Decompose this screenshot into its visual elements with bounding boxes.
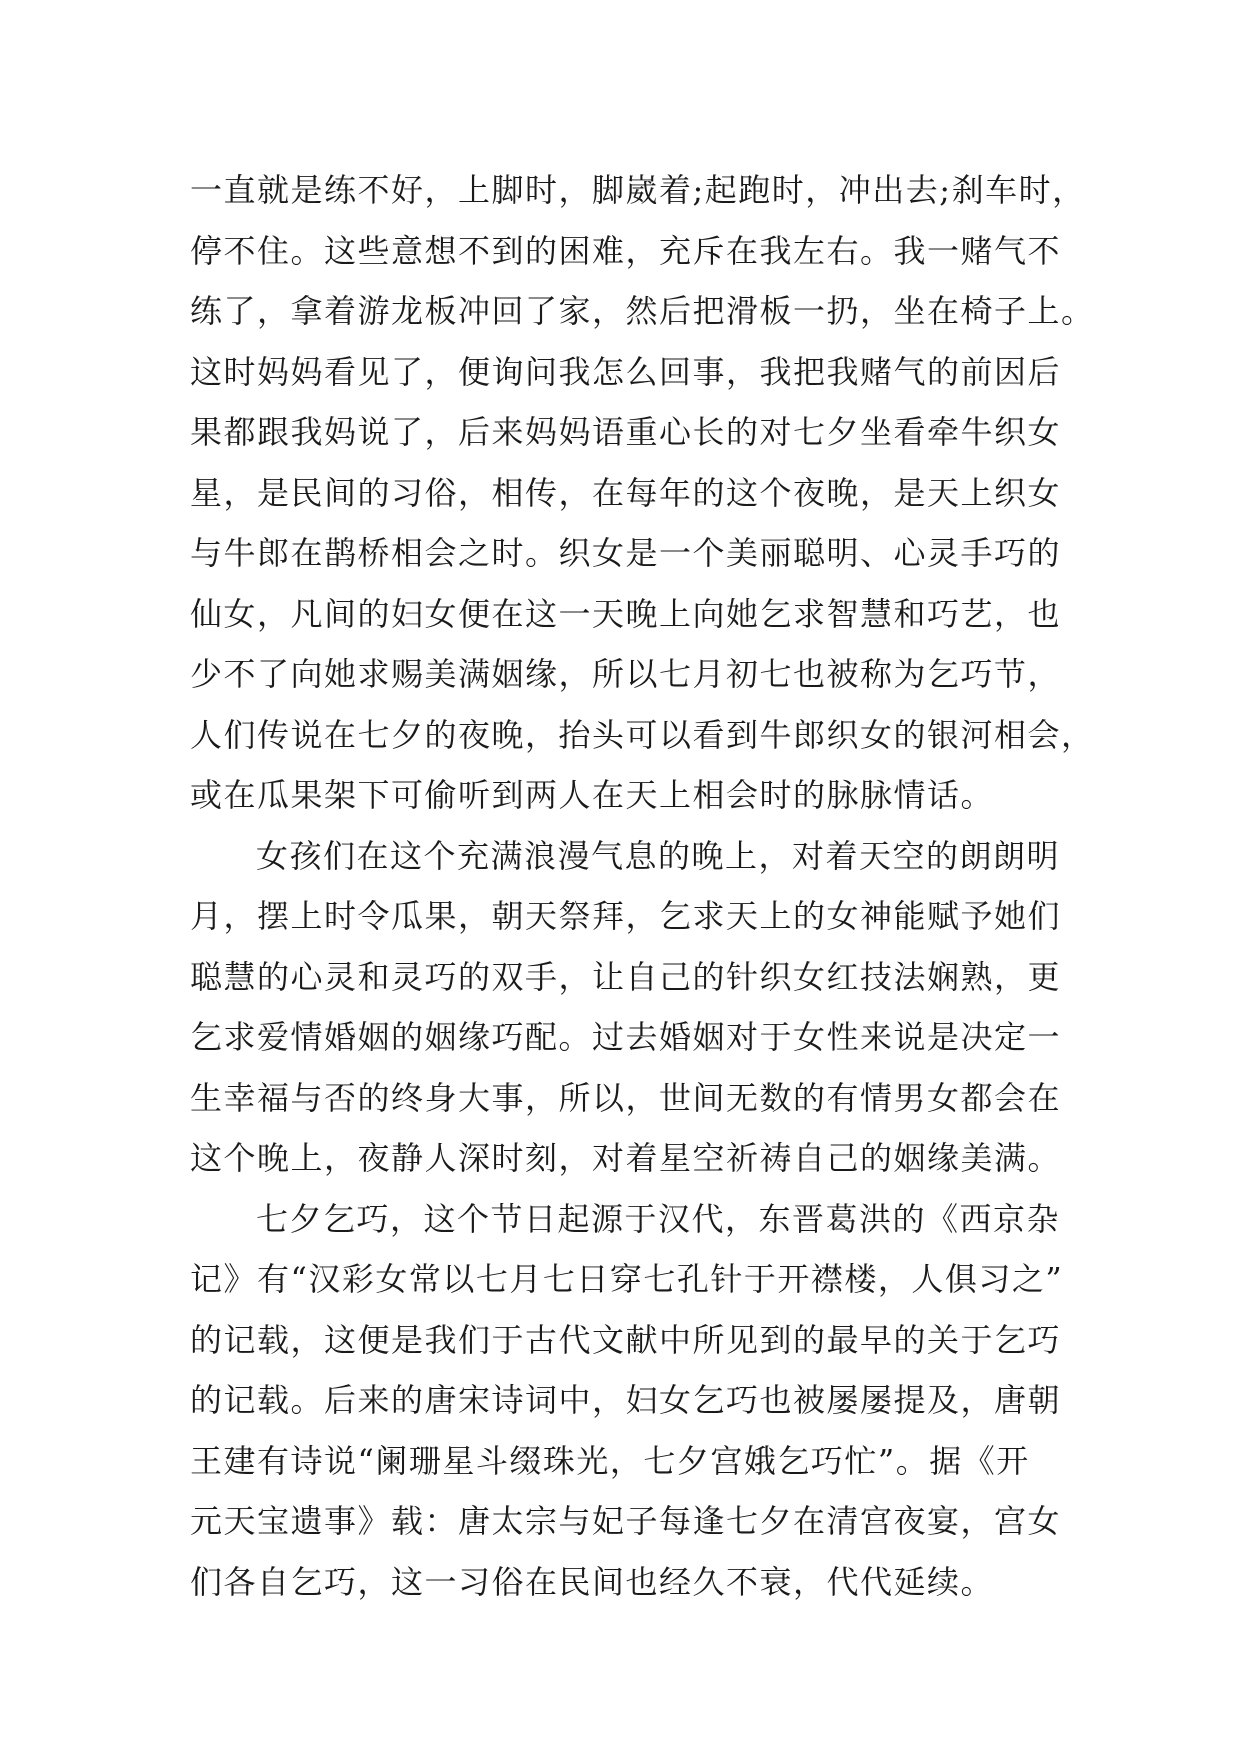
paragraph-1 (190, 160, 1095, 826)
text-line: 停不住。这些意想不到的困难，充斥在我左右。我一赌气不 (190, 231, 1062, 270)
text-line: 人们传说在七夕的夜晚，抬头可以看到牛郎织女的银河相会， (190, 715, 1095, 754)
text-line: 的记载，这便是我们于古代文献中所见到的最早的关于乞巧 (190, 1320, 1062, 1359)
text-line: 少不了向她求赐美满姻缘，所以七月初七也被称为乞巧节， (190, 655, 1062, 693)
text-line: 生幸福与否的终身大事，所以，世间无数的有情男女都会在 (190, 1078, 1062, 1117)
text-line: 女孩们在这个充满浪漫气息的晚上，对着天空的朗朗明 (256, 836, 1061, 875)
paragraph-3 (190, 1189, 1070, 1613)
text-line: 记》有“汉彩女常以七月七日穿七孔针于开襟楼，人俱习之” (190, 1260, 1064, 1298)
text-line: 月，摆上时令瓜果，朝天祭拜，乞求天上的女神能赋予她们 (190, 897, 1062, 935)
text-line: 乞求爱情婚姻的姻缘巧配。过去婚姻对于女性来说是决定一 (190, 1018, 1062, 1056)
text-line: 这时妈妈看见了，便询问我怎么回事，我把我赌气的前因后 (190, 352, 1062, 391)
text-line: 练了，拿着游龙板冲回了家，然后把滑板一扔，坐在椅子上。 (190, 292, 1095, 330)
text-line: 星，是民间的习俗，相传，在每年的这个夜晚，是天上织女 (190, 473, 1062, 512)
text-line: 七夕乞巧，这个节日起源于汉代，东晋葛洪的《西京杂 (256, 1199, 1061, 1238)
text-line: 一直就是练不好，上脚时，脚崴着;起跑时，冲出去;刹车时， (190, 171, 1086, 209)
text-line: 与牛郎在鹊桥相会之时。织女是一个美丽聪明、心灵手巧的 (190, 534, 1062, 572)
text-line: 或在瓜果架下可偷听到两人在天上相会时的脉脉情话。 (190, 776, 995, 814)
text-line: 果都跟我妈说了，后来妈妈语重心长的对七夕坐看牵牛织女 (190, 413, 1062, 451)
text-line: 元天宝遗事》载：唐太宗与妃子每逢七夕在清宫夜宴，宫女 (190, 1502, 1062, 1540)
text-line: 聪慧的心灵和灵巧的双手，让自己的针织女红技法娴熟，更 (190, 957, 1062, 996)
text-line: 的记载。后来的唐宋诗词中，妇女乞巧也被屡屡提及，唐朝 (190, 1381, 1062, 1419)
text-line: 这个晚上，夜静人深时刻，对着星空祈祷自己的姻缘美满。 (190, 1139, 1062, 1177)
text-line: 仙女，凡间的妇女便在这一天晚上向她乞求智慧和巧艺，也 (190, 594, 1062, 633)
text-line: 们各自乞巧，这一习俗在民间也经久不衰，代代延续。 (190, 1562, 995, 1601)
text-line: 王建有诗说“阑珊星斗缀珠光，七夕宫娥乞巧忙”。据《开 (190, 1441, 1030, 1480)
document-page (190, 160, 1095, 1612)
paragraph-2 (190, 826, 1070, 1189)
